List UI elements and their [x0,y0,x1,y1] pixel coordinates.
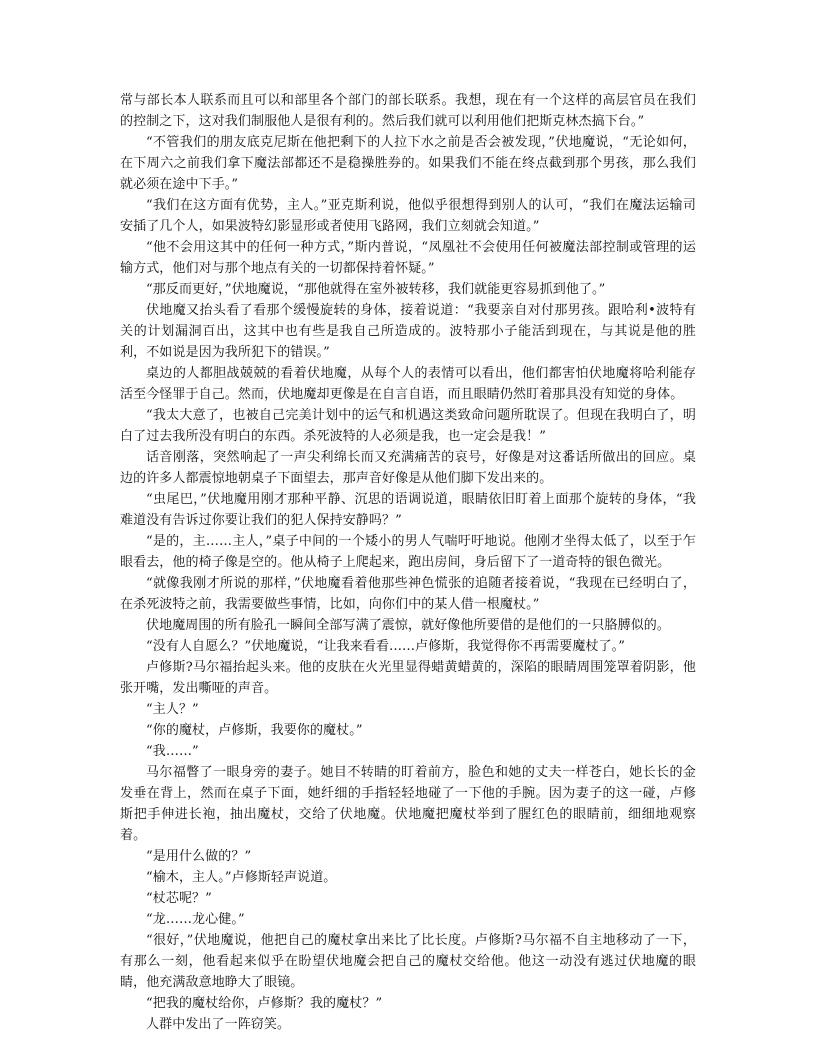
paragraph: 伏地魔又抬头看了看那个缓慢旋转的身体，接着说道：“我要亲自对付那男孩。跟哈利•波特有关的计划漏洞百出，这其中也有些是我自己所造成的。波特那小子能活到现在，与其说是他的胜利，不如说是因为我所犯下的错误。” [120,303,696,360]
paragraph: “不管我们的朋友底克尼斯在他把剩下的人拉下水之前是否会被发现，”伏地魔说，“无论如何，在下周六之前我们拿下魔法部都还不是稳操胜券的。如果我们不能在终点截到那个男孩，那么我们就必须在途中下手。” [120,135,696,192]
paragraph: 卢修斯?马尔福抬起头来。他的皮肤在火光里显得蜡黄蜡黄的，深陷的眼睛周围笼罩着阴影，他张开嘴，发出嘶哑的声音。 [120,660,696,696]
paragraph: “那反而更好，”伏地魔说，“那他就得在室外被转移，我们就能更容易抓到他了。” [146,282,606,297]
paragraph: “你的魔杖，卢修斯，我要你的魔杖。” [146,723,363,738]
paragraph: “没有人自愿么？”伏地魔说，“让我来看看……卢修斯，我觉得你不再需要魔杖了。” [146,639,625,654]
paragraph: “龙……龙心健。” [146,912,245,927]
paragraph: 常与部长本人联系而且可以和部里各个部门的部长联系。我想，现在有一个这样的高层官员在我们的控制之下，这对我们制服他人是很有利的。然后我们就可以利用他们把斯克林杰搞下台。” [120,93,696,129]
document-body [120,90,696,1035]
paragraph: “我……” [146,744,199,759]
paragraph: “他不会用这其中的任何一种方式，”斯内普说，“凤凰社不会使用任何被魔法部控制或管理的运输方式，他们对与那个地点有关的一切都保持着怀疑。” [120,240,696,276]
paragraph: “是的，主……主人，”桌子中间的一个矮小的男人气喘吁吁地说。他刚才坐得太低了，以至于乍眼看去，他的椅子像是空的。他从椅子上爬起来，跑出房间，身后留下了一道奇特的银色微光。 [120,534,696,570]
paragraph: “我太大意了，也被自己完美计划中的运气和机遇这类致命问题所耽误了。但现在我明白了，明白了过去我所没有明白的东西。杀死波特的人必须是我，也一定会是我！” [120,408,696,444]
paragraph: “榆木，主人。”卢修斯轻声说道。 [146,870,337,885]
paragraph: “杖芯呢？” [146,891,212,906]
paragraph: 人群中发出了一阵窃笑。 [146,1017,291,1032]
paragraph: “虫尾巴，”伏地魔用刚才那种平静、沉思的语调说道，眼睛依旧盯着上面那个旋转的身体，“我难道没有告诉过你要让我们的犯人保持安静吗？” [120,492,696,528]
paragraph: “主人？” [146,702,199,717]
paragraph: 话音刚落，突然响起了一声尖利绵长而又充满痛苦的哀号，好像是对这番话所做出的回应。桌边的许多人都震惊地朝桌子下面望去，那声音好像是从他们脚下发出来的。 [120,450,696,486]
paragraph: 桌边的人都胆战兢兢的看着伏地魔，从每个人的表情可以看出，他们都害怕伏地魔将哈利能存活至今怪罪于自己。然而，伏地魔却更像是在自言自语，而且眼睛仍然盯着那具没有知觉的身体。 [120,366,696,402]
paragraph: 伏地魔周围的所有脸孔一瞬间全部写满了震惊，就好像他所要借的是他们的一只胳膊似的。 [146,618,671,633]
paragraph: “是用什么做的？” [146,849,252,864]
paragraph: “把我的魔杖给你，卢修斯？我的魔杖？” [146,996,383,1011]
paragraph: “我们在这方面有优势，主人。”亚克斯利说，他似乎很想得到别人的认可，“我们在魔法运输司安插了几个人，如果波特幻影显形或者使用飞路网，我们立刻就会知道。” [120,198,696,234]
paragraph: “就像我刚才所说的那样，”伏地魔看着他那些神色慌张的追随者接着说，“我现在已经明白了，在杀死波特之前，我需要做些事情，比如，向你们中的某人借一根魔杖。” [120,576,696,612]
paragraph: “很好，”伏地魔说，他把自己的魔杖拿出来比了比长度。卢修斯?马尔福不自主地移动了一下，有那么一刻，他看起来似乎在盼望伏地魔会把自己的魔杖交给他。他这一动没有逃过伏地魔的眼睛，他充满敌意地睁大了眼镜。 [120,933,696,990]
paragraph: 马尔福瞥了一眼身旁的妻子。她目不转睛的盯着前方，脸色和她的丈夫一样苍白，她长长的金发垂在背上，然而在桌子下面，她纤细的手指轻轻地碰了一下他的手腕。因为妻子的这一碰，卢修斯把手伸进长袍，抽出魔杖，交给了伏地魔。伏地魔把魔杖举到了腥红色的眼睛前，细细地观察着。 [120,765,696,843]
